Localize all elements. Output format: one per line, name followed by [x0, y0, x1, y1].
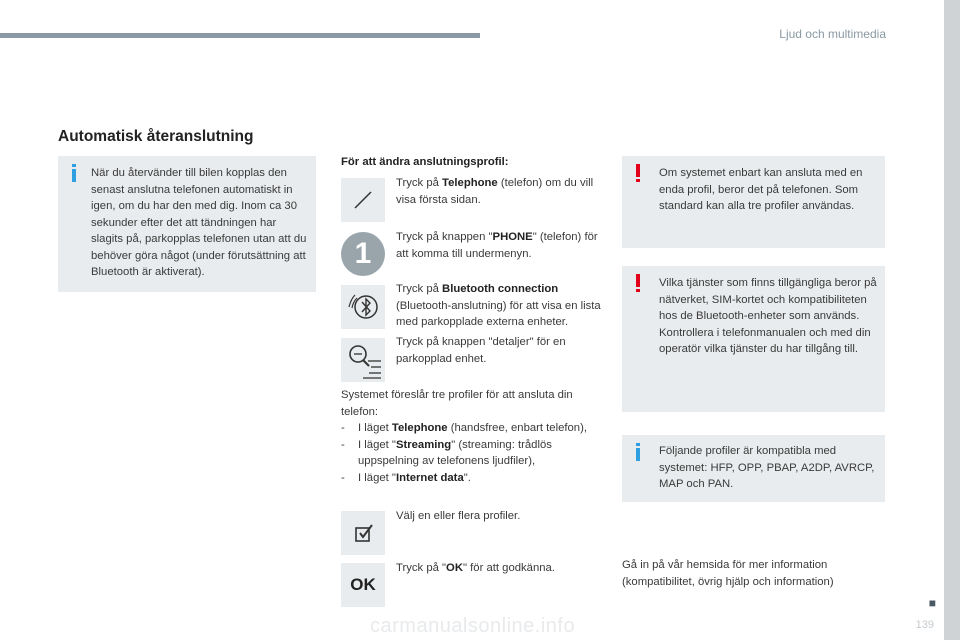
warning-text: Om systemet enbart kan ansluta med en enda profil, beror det på telefonen. Som standard kan alla tre profiler användas. — [659, 167, 863, 212]
step-select-profiles: Välj en eller flera profiler. — [396, 510, 521, 522]
steps-heading: För att ändra anslutningsprofil: — [341, 156, 509, 168]
info-text: Följande profiler är kompatibla med systemet: HFP, OPP, PBAP, A2DP, AVRCP, MAP och PAN. — [659, 445, 875, 490]
section-title: Automatisk återanslutning — [58, 128, 254, 145]
info-box-reconnect — [58, 156, 316, 292]
page-edge-tab — [944, 0, 960, 640]
warning-text: Vilka tjänster som finns tillgängliga beror på nätverket, SIM-kortet och kompatibiliteten hos de Bluetooth-enheter som används. Kontrollera i telefonmanualen och med din operatör vilka tjänster du har tillgång till. — [659, 277, 877, 355]
website-note: Gå in på vår hemsida för mer information (kompatibilitet, övrig hjälp och information) — [622, 559, 834, 588]
step-phone: Tryck på knappen "PHONE" (telefon) för att komma till undermenyn. — [396, 231, 598, 260]
chapter-title: Ljud och multimedia — [779, 27, 886, 41]
warning-box-services — [622, 266, 885, 412]
telephone-icon — [341, 178, 385, 222]
profile-item: - I läget "Internet data". — [341, 471, 471, 484]
step-number-badge: 1 — [341, 232, 385, 276]
info-icon — [72, 164, 76, 182]
profile-item: - I läget "Streaming" (streaming: trådlös uppspelning av telefonens ljudfiler), — [341, 438, 552, 467]
step-details: Tryck på knappen "detaljer" för en parkopplad enhet. — [396, 336, 566, 365]
info-box-profiles — [622, 435, 885, 502]
watermark: carmanualsonline.info — [370, 615, 576, 637]
warning-icon — [636, 164, 640, 182]
page-number: 139 — [915, 619, 934, 631]
step-bluetooth: Tryck på Bluetooth connection (Bluetooth-anslutning) för att visa en lista med parkopplade externa enheter. — [396, 283, 601, 328]
warning-icon — [636, 274, 640, 292]
step-telephone: Tryck på Telephone (telefon) om du vill visa första sidan. — [396, 177, 594, 206]
profile-item: - I läget Telephone (handsfree, enbart telefon), — [341, 422, 587, 434]
checkbox-icon — [341, 511, 385, 555]
header-bar — [0, 33, 480, 38]
ok-icon: OK — [341, 563, 385, 607]
bluetooth-icon — [341, 285, 385, 329]
info-text: När du återvänder till bilen kopplas den senast anslutna telefonen automatiskt in igen, om du har den med dig. Inom ca 30 sekunder efter det att tändningen har slagits på, parkopplas telefonen utan att du behöver göra något (under förutsättning att Bluetooth är aktiverat). — [91, 167, 307, 278]
device-details-icon — [341, 338, 385, 382]
warning-box-single-profile — [622, 156, 885, 248]
profiles-intro: Systemet föreslår tre profiler för att ansluta din telefon: — [341, 389, 573, 418]
page-marker: ■ — [928, 596, 936, 610]
step-ok: Tryck på "OK" för att godkänna. — [396, 562, 555, 574]
profiles-list — [341, 420, 606, 486]
info-icon — [636, 443, 640, 461]
